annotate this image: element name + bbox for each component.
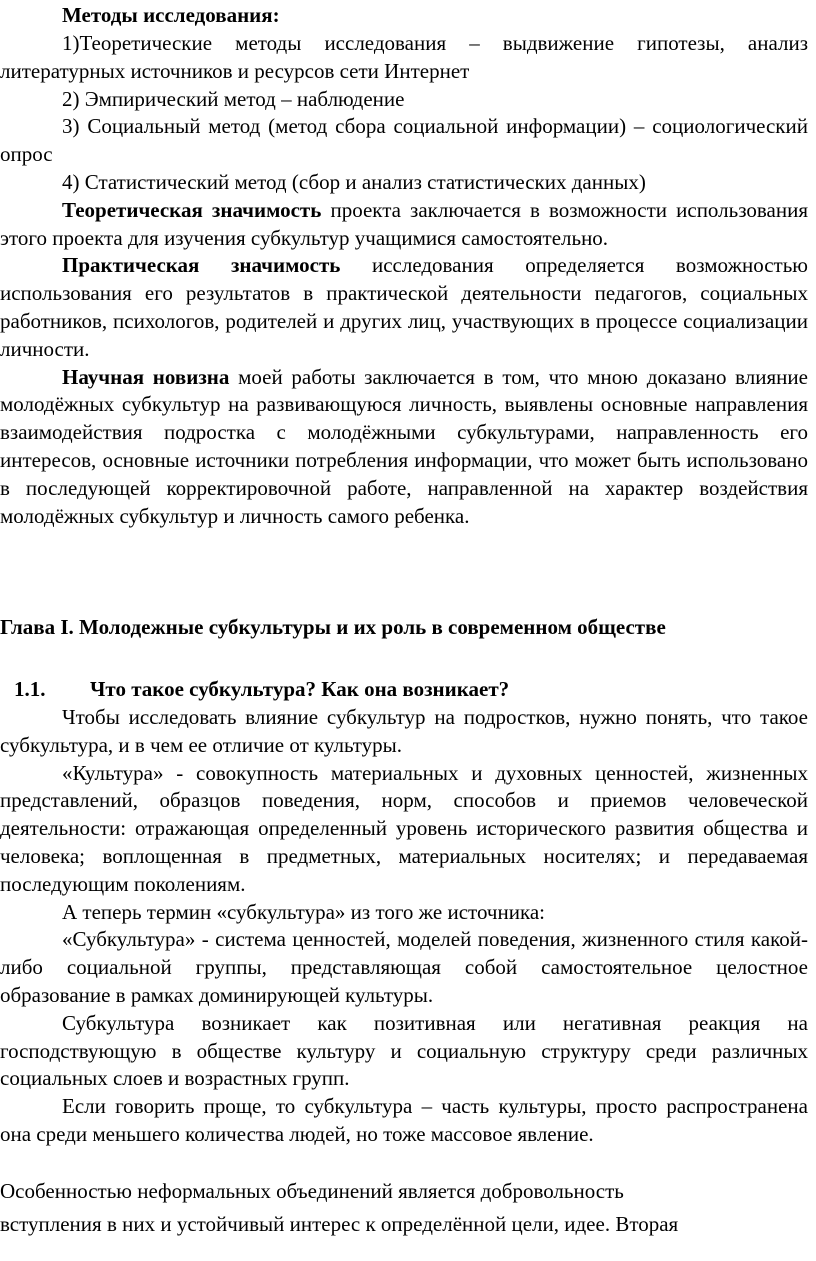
closing-line: вступления в них и устойчивый интерес к определённой цели, идее. Вторая xyxy=(0,1212,679,1236)
culture-definition-paragraph: «Культура» - совокупность материальных и духовных ценностей, жизненных представлений, образцов поведения, норм, способов и приемов человеческой деятельности: отражающая определенный уровень исторического развития общества и человека; воплощенная в предметных, материальных носителях; и передаваемая последующим поколениям. xyxy=(0,760,808,896)
section-body xyxy=(0,704,812,1149)
subculture-definition-paragraph: «Субкультура» - система ценностей, моделей поведения, жизненного стиля какой-либо социальной группы, представляющая собой самостоятельное целостное образование в рамках доминирующей культуры. xyxy=(0,927,808,1007)
theoretical-significance-paragraph xyxy=(0,197,812,253)
scientific-novelty-text: моей работы заключается в том, что мною доказано влияние молодёжных субкультур на развивающуюся личность, выявлены основные направления взаимодействия подростка с молодёжными субкультурами, направленность его интересов, основные источники потребления информации, что может быть использовано в последующей корректировочной работе, направленной на характер воздействия молодёжных субкультур и личность самого ребенка. xyxy=(0,364,808,528)
section-heading xyxy=(14,676,509,704)
section-title: Что такое субкультура? Как она возникает? xyxy=(90,677,510,701)
closing-line: Особенностью неформальных объединений является добровольность xyxy=(0,1179,624,1203)
body-paragraph: Если говорить проще, то субкультура – часть культуры, просто распространена она среди меньшего количества людей, но тоже массовое явление. xyxy=(0,1094,808,1146)
practical-significance-text: исследования определяется возможностью использования его результатов в практической деятельности педагогов, социальных работников, психологов, родителей и других лиц, участвующих в процессе социализации личности. xyxy=(0,253,808,361)
method-item-1: 1)Теоретические методы исследования – выдвижение гипотезы, анализ литературных источников и ресурсов сети Интернет xyxy=(0,31,808,83)
section-number: 1.1. xyxy=(14,677,46,701)
method-item-3: 3) Социальный метод (метод сбора социальной информации) – социологический опрос xyxy=(0,114,808,167)
body-paragraph: А теперь термин «субкультура» из того же источника: xyxy=(62,899,545,924)
chapter-heading: Глава I. Молодежные субкультуры и их роль в современном обществе xyxy=(0,615,666,639)
practical-significance-paragraph xyxy=(0,252,812,363)
theoretical-significance-term: Теоретическая значимость xyxy=(62,197,322,222)
practical-significance-term: Практическая значимость xyxy=(62,253,341,278)
theoretical-significance-text: проекта заключается в возможности использования этого проекта для изучения субкультур учащимися самостоятельно. xyxy=(0,197,808,250)
scientific-novelty-paragraph xyxy=(0,364,812,531)
method-item-4: 4) Статистический метод (сбор и анализ статистических данных) xyxy=(62,169,646,194)
body-paragraph: Чтобы исследовать влияние субкультур на подростков, нужно понять, что такое субкультура, и в чем ее отличие от культуры. xyxy=(0,705,808,757)
methods-heading: Методы исследования: xyxy=(62,3,280,27)
body-paragraph: Субкультура возникает как позитивная или негативная реакция на господствующую в обществе культуру и социальную структуру среди различных социальных слоев и возрастных групп. xyxy=(0,1010,808,1091)
scientific-novelty-term: Научная новизна xyxy=(62,364,230,389)
intro-section xyxy=(0,30,812,530)
method-item-2: 2) Эмпирический метод – наблюдение xyxy=(62,86,405,111)
